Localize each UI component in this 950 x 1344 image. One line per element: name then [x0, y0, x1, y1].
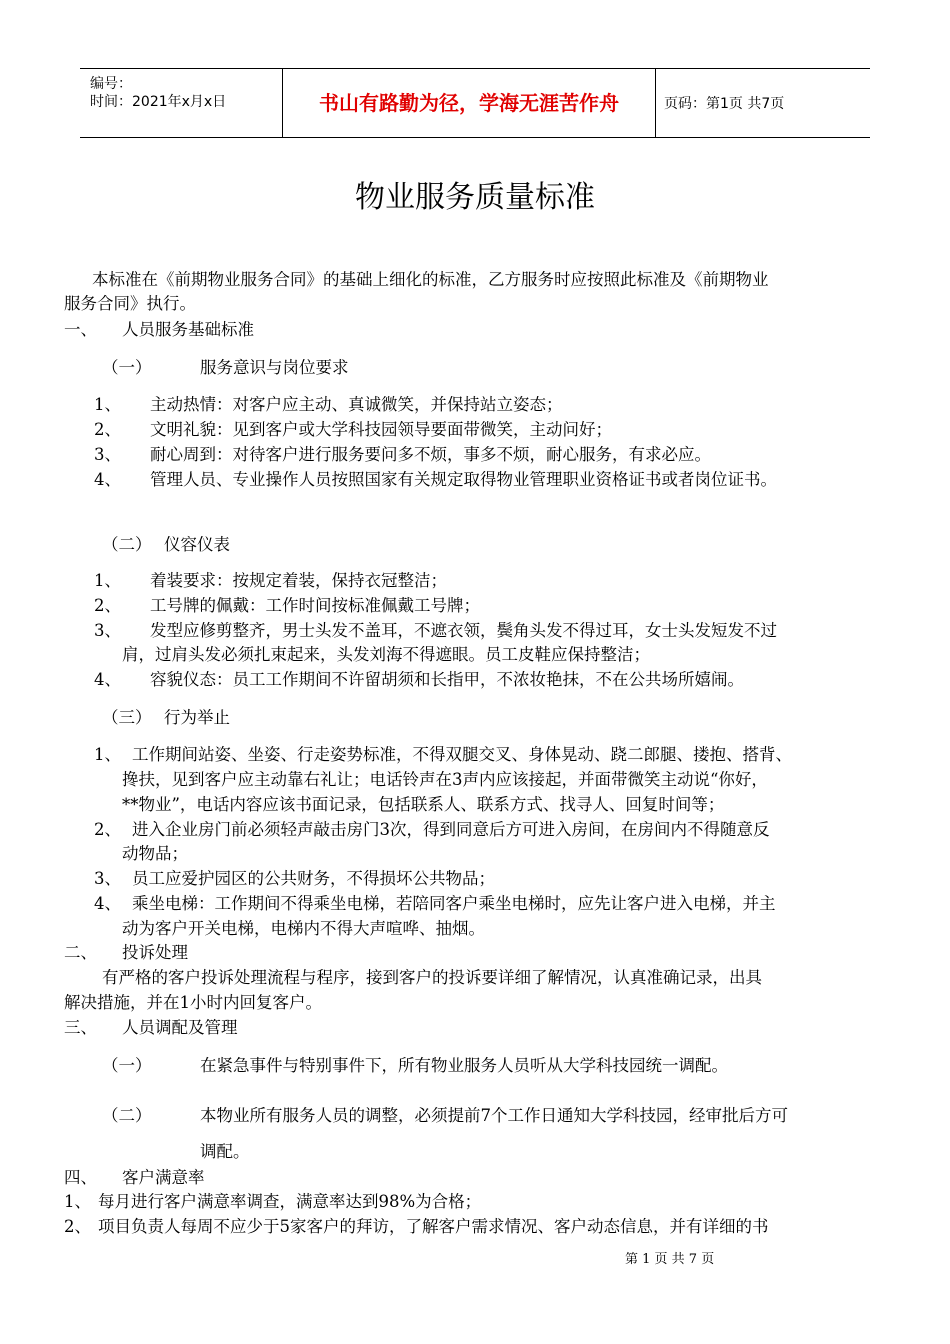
list-number: 3、	[94, 445, 121, 464]
list-item-continuation: **物业”，电话内容应该书面记录，包括联系人、联系方式、找寻人、回复时间等；	[122, 795, 725, 814]
list-item: 容貌仪态：员工工作期间不许留胡须和长指甲，不浓妆艳抹，不在公共场所嬉闹。	[150, 670, 744, 689]
section-heading: 投诉处理	[122, 943, 188, 962]
list-number: 1、	[64, 1192, 91, 1211]
list-item-continuation: 动物品；	[122, 844, 188, 863]
list-item-continuation: 肩，过肩头发必须扎束起来，头发刘海不得遮眼。员工皮鞋应保持整洁；	[122, 645, 650, 664]
subsection-number: （一）	[102, 358, 152, 377]
list-item: 进入企业房门前必须轻声敲击房门3次，得到同意后方可进入房间，在房间内不得随意反	[132, 820, 770, 839]
list-item: 每月进行客户满意率调查，满意率达到98%为合格；	[98, 1192, 482, 1211]
list-number: （二）	[102, 1106, 152, 1125]
list-item-continuation: 动为客户开关电梯，电梯内不得大声喧哗、抽烟。	[122, 919, 485, 938]
section-number: 一、	[64, 320, 97, 339]
subsection-number: （三）	[102, 708, 152, 727]
section-heading: 人员调配及管理	[122, 1018, 238, 1037]
paragraph-line: 有严格的客户投诉处理流程与程序，接到客户的投诉要详细了解情况，认真准确记录，出具	[102, 968, 762, 987]
section-heading: 客户满意率	[122, 1168, 205, 1187]
document-title: 物业服务质量标准	[355, 180, 595, 215]
list-number: 4、	[94, 670, 121, 689]
list-number: 2、	[94, 820, 121, 839]
list-number: （一）	[102, 1056, 152, 1075]
list-number: 4、	[94, 894, 121, 913]
subsection-heading: 服务意识与岗位要求	[200, 358, 349, 377]
subsection-heading: 行为举止	[164, 708, 230, 727]
list-item: 乘坐电梯：工作期间不得乘坐电梯，若陪同客户乘坐电梯时，应先让客户进入电梯，并主	[132, 894, 776, 913]
subsection-heading: 仪容仪表	[164, 535, 230, 554]
section-number: 二、	[64, 943, 97, 962]
header-meta	[80, 69, 283, 137]
list-item: 本物业所有服务人员的调整，必须提前7个工作日通知大学科技园，经审批后方可	[200, 1106, 788, 1125]
header-motto: 书山有路勤为径，学海无涯苦作舟	[283, 69, 656, 137]
list-number: 2、	[94, 420, 121, 439]
section-number: 四、	[64, 1168, 97, 1187]
list-number: 1、	[94, 571, 121, 590]
list-number: 3、	[94, 621, 121, 640]
list-item-continuation: 搀扶，见到客户应主动靠右礼让；电话铃声在3声内应该接起，并面带微笑主动说“你好，	[122, 770, 768, 789]
list-item: 工号牌的佩戴：工作时间按标准佩戴工号牌；	[150, 596, 480, 615]
list-item: 耐心周到：对待客户进行服务要问多不烦，事多不烦，耐心服务，有求必应。	[150, 445, 711, 464]
document-number: 编号：	[90, 76, 132, 92]
list-number: 2、	[94, 596, 121, 615]
list-item: 管理人员、专业操作人员按照国家有关规定取得物业管理职业资格证书或者岗位证书。	[150, 470, 777, 489]
list-item: 着装要求：按规定着装，保持衣冠整洁；	[150, 571, 447, 590]
list-item-continuation: 调配。	[200, 1142, 250, 1161]
subsection-number: （二）	[102, 535, 152, 554]
list-number: 3、	[94, 869, 121, 888]
list-number: 4、	[94, 470, 121, 489]
list-item: 发型应修剪整齐，男士头发不盖耳，不遮衣领，鬓角头发不得过耳，女士头发短发不过	[150, 621, 777, 640]
list-number: 2、	[64, 1217, 91, 1236]
intro-line: 服务合同》执行。	[64, 294, 196, 313]
document-date: 时间：2021年x月x日	[90, 94, 227, 110]
paragraph-line: 解决措施，并在1小时内回复客户。	[64, 993, 322, 1012]
section-heading: 人员服务基础标准	[122, 320, 254, 339]
list-item: 项目负责人每周不应少于5家客户的拜访，了解客户需求情况、客户动态信息，并有详细的书	[98, 1217, 769, 1236]
header-page-number: 页码：第1页 共7页	[664, 96, 785, 112]
list-item: 员工应爱护园区的公共财务，不得损坏公共物品；	[132, 869, 495, 888]
list-item: 主动热情：对客户应主动、真诚微笑，并保持站立姿态；	[150, 395, 563, 414]
list-item: 工作期间站姿、坐姿、行走姿势标准，不得双腿交叉、身体晃动、跷二郎腿、搂抱、搭背、	[132, 745, 792, 764]
list-item: 在紧急事件与特别事件下，所有物业服务人员听从大学科技园统一调配。	[200, 1056, 728, 1075]
list-item: 文明礼貌：见到客户或大学科技园领导要面带微笑，主动问好；	[150, 420, 612, 439]
section-number: 三、	[64, 1018, 97, 1037]
intro-line: 本标准在《前期物业服务合同》的基础上细化的标准，乙方服务时应按照此标准及《前期物业	[92, 270, 769, 289]
list-number: 1、	[94, 745, 121, 764]
list-number: 1、	[94, 395, 121, 414]
page-header	[80, 68, 870, 138]
page-footer: 第 1 页 共 7 页	[625, 1252, 715, 1267]
